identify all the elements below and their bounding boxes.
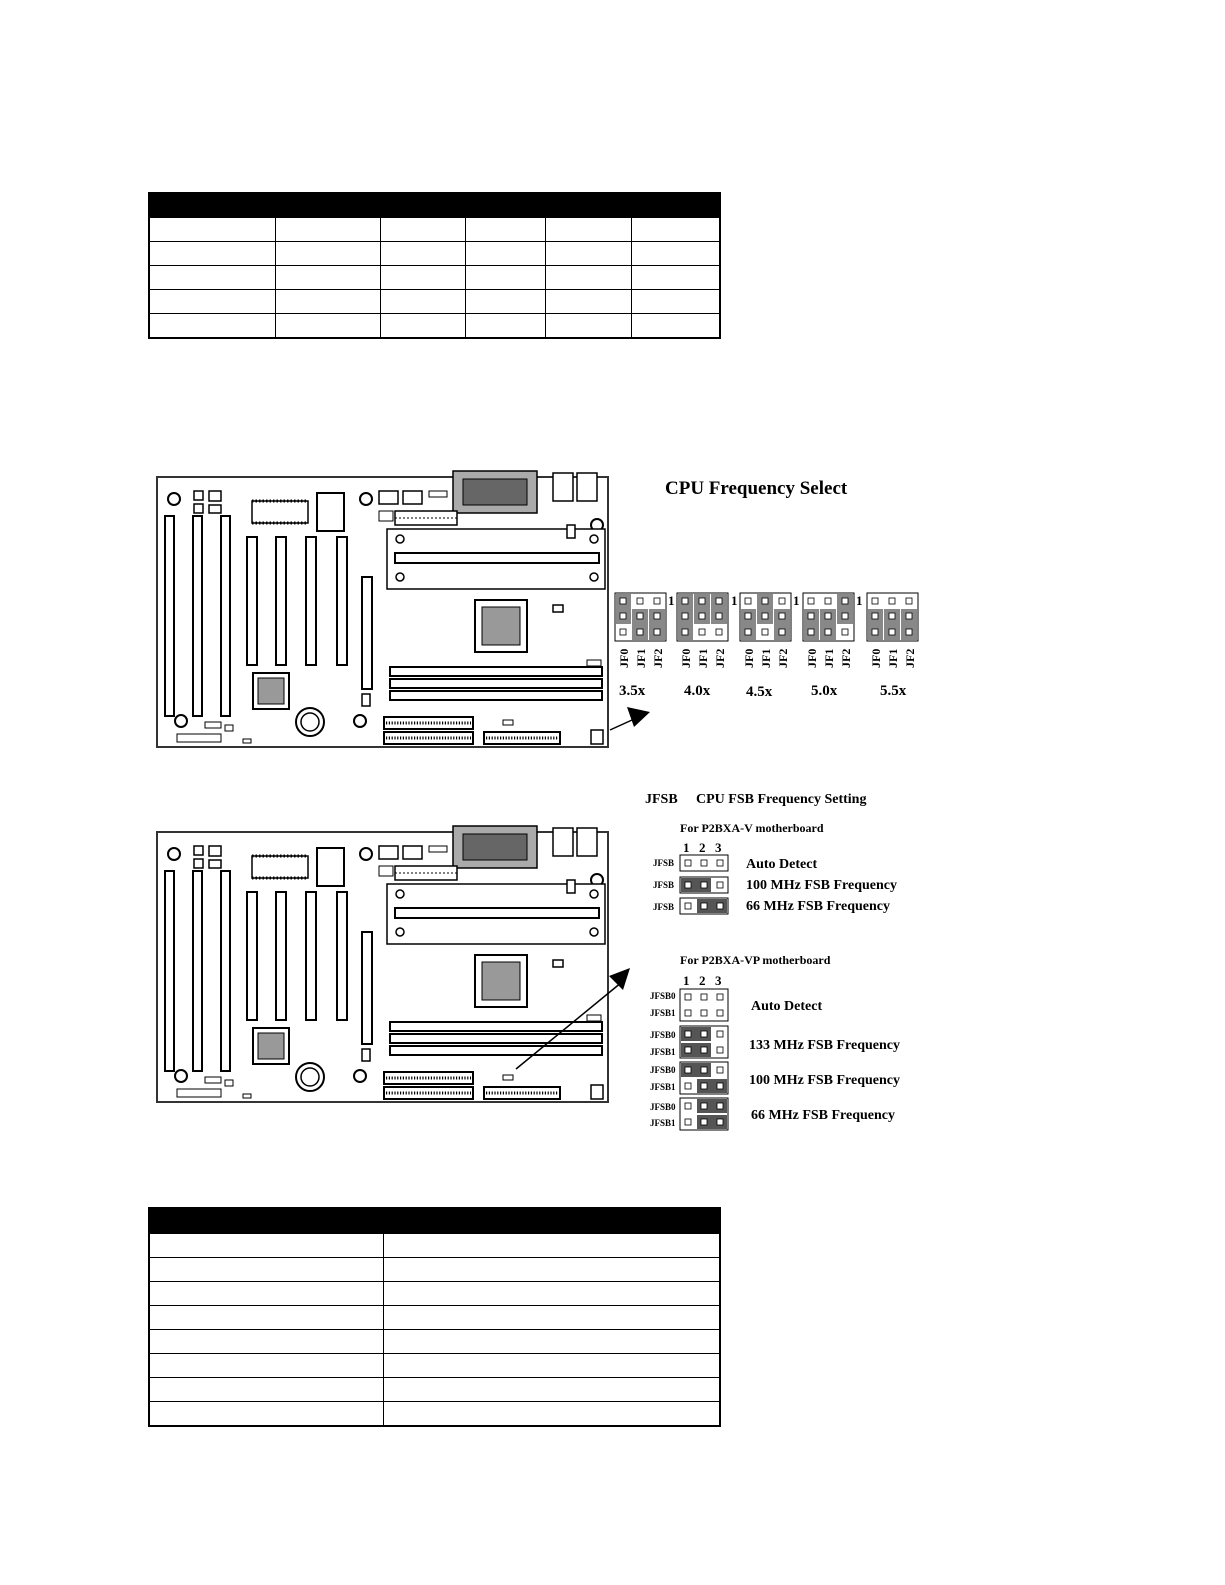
table-header-row	[149, 1208, 720, 1234]
pin-number: 3	[715, 840, 722, 855]
cpu-frequency-title: CPU Frequency Select	[665, 478, 848, 499]
table-row	[149, 1330, 720, 1354]
jumper-label: JF1	[822, 648, 836, 668]
setting-label: 100 MHz FSB Frequency	[749, 1073, 901, 1088]
jumper-name: JFSB	[653, 858, 675, 868]
table-cell	[383, 1402, 720, 1427]
pin-number: 3	[715, 973, 722, 988]
setting-label: Auto Detect	[751, 999, 823, 1014]
table-row	[149, 1354, 720, 1378]
table-row	[149, 1378, 720, 1402]
table-cell	[149, 1306, 383, 1330]
jumper-label: JF1	[634, 648, 648, 668]
motherboard-diagram	[157, 471, 608, 747]
jumper-name: JFSB1	[650, 1118, 676, 1128]
motherboard-diagram	[157, 826, 608, 1102]
table-cell	[149, 1282, 383, 1306]
jumper-name: JFSB1	[650, 1082, 676, 1092]
table-row	[149, 1282, 720, 1306]
pin-number: 2	[699, 840, 706, 855]
pin1-marker: 1	[668, 593, 675, 608]
p2bxa-vp-label: For P2BXA-VP motherboard	[680, 953, 831, 967]
table-cell	[149, 1258, 383, 1282]
pin1-marker: 1	[793, 593, 800, 608]
arrow-icon	[610, 720, 632, 730]
table-row	[149, 1234, 720, 1258]
arrow-head-icon	[627, 707, 650, 727]
table-cell	[383, 1330, 720, 1354]
setting-label: 66 MHz FSB Frequency	[751, 1108, 896, 1123]
table-cell	[149, 1234, 383, 1258]
jumper-label: JF2	[776, 648, 790, 668]
ratio-label: 5.5x	[880, 683, 907, 699]
table-cell	[383, 1354, 720, 1378]
table-cell	[383, 1282, 720, 1306]
jumper-label: JF2	[839, 648, 853, 668]
table-row	[149, 1258, 720, 1282]
table-cell	[149, 1378, 383, 1402]
table-cell	[383, 1306, 720, 1330]
jumper-label: JF0	[805, 648, 819, 668]
pin1-marker: 1	[856, 593, 863, 608]
jumper-label: JF1	[886, 648, 900, 668]
setting-label: Auto Detect	[746, 857, 818, 872]
jumper-name: JFSB0	[650, 991, 676, 1001]
jumper-label: JF1	[759, 648, 773, 668]
table-cell	[383, 1378, 720, 1402]
table-cell	[149, 1354, 383, 1378]
jumper-label: JF2	[713, 648, 727, 668]
pin1-marker: 1	[731, 593, 738, 608]
fsb-title: CPU FSB Frequency Setting	[696, 792, 867, 807]
jumper-name: JFSB0	[650, 1065, 676, 1075]
jumper-name: JFSB0	[650, 1030, 676, 1040]
jumper-label: JF0	[869, 648, 883, 668]
table-row	[149, 1306, 720, 1330]
table-cell	[383, 1234, 720, 1258]
jumper-label: JF2	[651, 648, 665, 668]
fsb-title-code: JFSB	[645, 792, 678, 807]
ratio-label: 5.0x	[811, 683, 838, 699]
jumper-name: JFSB	[653, 880, 675, 890]
arrow-head-icon	[609, 968, 630, 990]
jumper-label: JF1	[696, 648, 710, 668]
ratio-label: 4.5x	[746, 684, 773, 700]
setting-label: 66 MHz FSB Frequency	[746, 899, 891, 914]
jumper-label: JF0	[617, 648, 631, 668]
jumper-name: JFSB0	[650, 1102, 676, 1112]
jumper-label: JF0	[679, 648, 693, 668]
jumper-name: JFSB	[653, 902, 675, 912]
table-cell	[383, 1258, 720, 1282]
cpu-ratio-jumpers	[615, 593, 918, 700]
jumper-name: JFSB1	[650, 1008, 676, 1018]
pin-number: 1	[683, 840, 690, 855]
p2bxa-v-label: For P2BXA-V motherboard	[680, 821, 824, 835]
table-header-cell	[149, 1208, 383, 1234]
table-row	[149, 1402, 720, 1427]
setting-label: 133 MHz FSB Frequency	[749, 1038, 901, 1053]
ratio-label: 4.0x	[684, 683, 711, 699]
table-cell	[149, 1402, 383, 1427]
pin-number: 2	[699, 973, 706, 988]
ratio-label: 3.5x	[619, 683, 646, 699]
jumper-label: JF2	[903, 648, 917, 668]
jumper-label: JF0	[742, 648, 756, 668]
setting-label: 100 MHz FSB Frequency	[746, 878, 898, 893]
jumper-name: JFSB1	[650, 1047, 676, 1057]
jfsb-vp-jumpers	[650, 989, 900, 1130]
table-header-cell	[383, 1208, 720, 1234]
pin-number: 1	[683, 973, 690, 988]
table-cell	[149, 1330, 383, 1354]
jfsb-v-jumpers	[653, 855, 897, 914]
fsb-setting-table	[148, 1207, 721, 1427]
